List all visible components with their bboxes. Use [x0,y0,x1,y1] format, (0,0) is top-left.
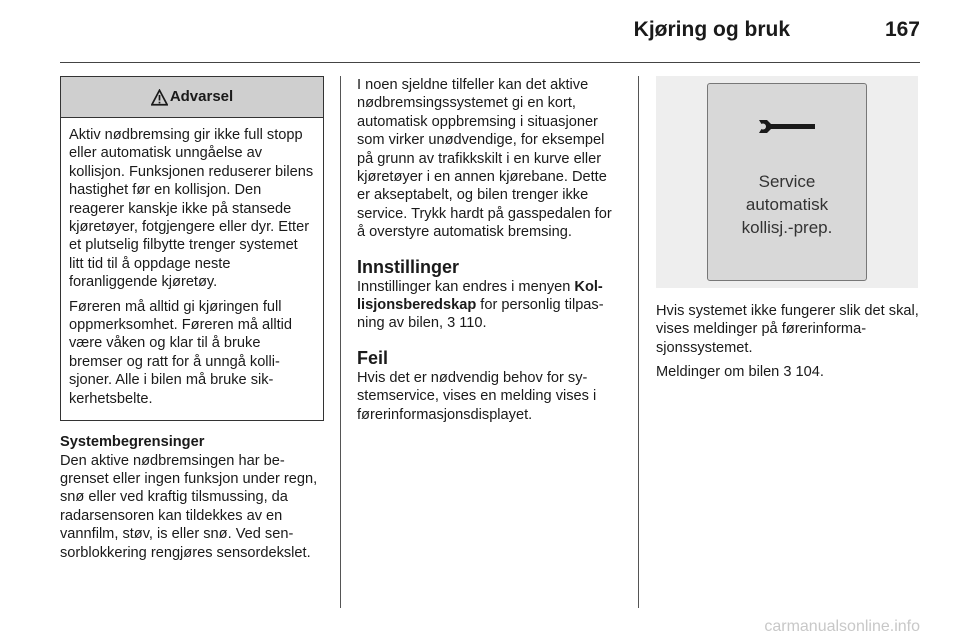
column-divider-1 [340,76,341,608]
column-left [60,76,324,568]
settings-paragraph [357,278,623,333]
display-message [742,170,833,239]
messages-page-ref[interactable]: 3 104. [783,364,824,381]
column-middle [357,76,623,430]
display-line-1: Service [758,172,816,191]
driver-info-display-figure [656,76,918,288]
wrench-icon [757,114,817,136]
warning-body [61,118,323,420]
column-divider-2 [638,76,639,608]
info-paragraph: Hvis systemet ikke fungerer slik det skal, vises meldinger på førerinformasjonssystemet. [656,303,919,356]
settings-menu-name: Kollisjonsberedskap [357,278,603,314]
page-header-title: Kjøring og bruk [633,18,790,41]
warning-title: Advarsel [169,87,234,105]
messages-paragraph [656,363,922,381]
limits-text: Den aktive nødbremsingen har begrenset eller ingen funksjon under regn, snø eller ved kraftig tilsmussing, da radarsensoren kan tildekkes av en vannfilm, støv, is eller snø. Ved sensorblokkering rengjøres sensordekslet. [60,452,318,561]
settings-text: Innstillinger kan endres i menyen [357,278,575,295]
settings-text-post: for personlig tilpasning av bilen, [357,297,604,332]
limits-heading: Systembegrensinger [60,434,205,451]
fault-heading: Feil [357,347,389,368]
display-line-3: kollisj.-prep. [741,218,833,237]
watermark: carmanualsonline.info [764,618,920,635]
settings-heading: Innstillinger [357,256,460,277]
messages-text: Meldinger om bilen [656,364,784,381]
column-right [656,76,922,388]
warning-paragraph-1: Aktiv nødbremsing gir ikke full stopp eller automatisk unngåelse av kollisjon. Funksjonen reduserer bilens hastighet før en kollisjon. Den reagerer kanskje ikke på stansede kjøretøyer, fotgjengere eller dyr. Etter et plutselig filbytte trenger systemet litt tid til å oppdage neste foranliggende kjøretøy. [69,127,314,291]
warning-header [61,77,323,118]
warning-triangle-icon [151,89,168,106]
intro-paragraph: I noen sjeldne tilfeller kan det aktive nødbremsingssystemet gi en kort, automatisk oppbremsing i situasjoner som virker unødvendige, for eksempel på grunn av trafikkskilt i en kurve eller kjøretøyer i en annen kjørebane. Dette er akseptabelt, og bilen trenger ikke service. Trykk hardt på gasspedalen for å overstyre automatisk bremsing. [357,77,612,241]
warning-paragraph-2: Føreren må alltid gi kjøringen full oppmerksomhet. Føreren må alltid være våken og klar til å bruke bremser og ratt for å unngå kollisjoner. Alle i bilen må bruke sikkerhetsbelte. [69,298,293,407]
display-screen [707,83,867,281]
page-header [60,0,920,63]
warning-box [60,76,324,421]
page-number: 167 [884,18,920,41]
settings-page-ref[interactable]: 3 110. [447,315,487,332]
display-line-2: automatisk [745,195,829,214]
fault-paragraph: Hvis det er nødvendig behov for systemservice, vises en melding vises i førerinformasjonsdisplayet. [357,369,597,423]
